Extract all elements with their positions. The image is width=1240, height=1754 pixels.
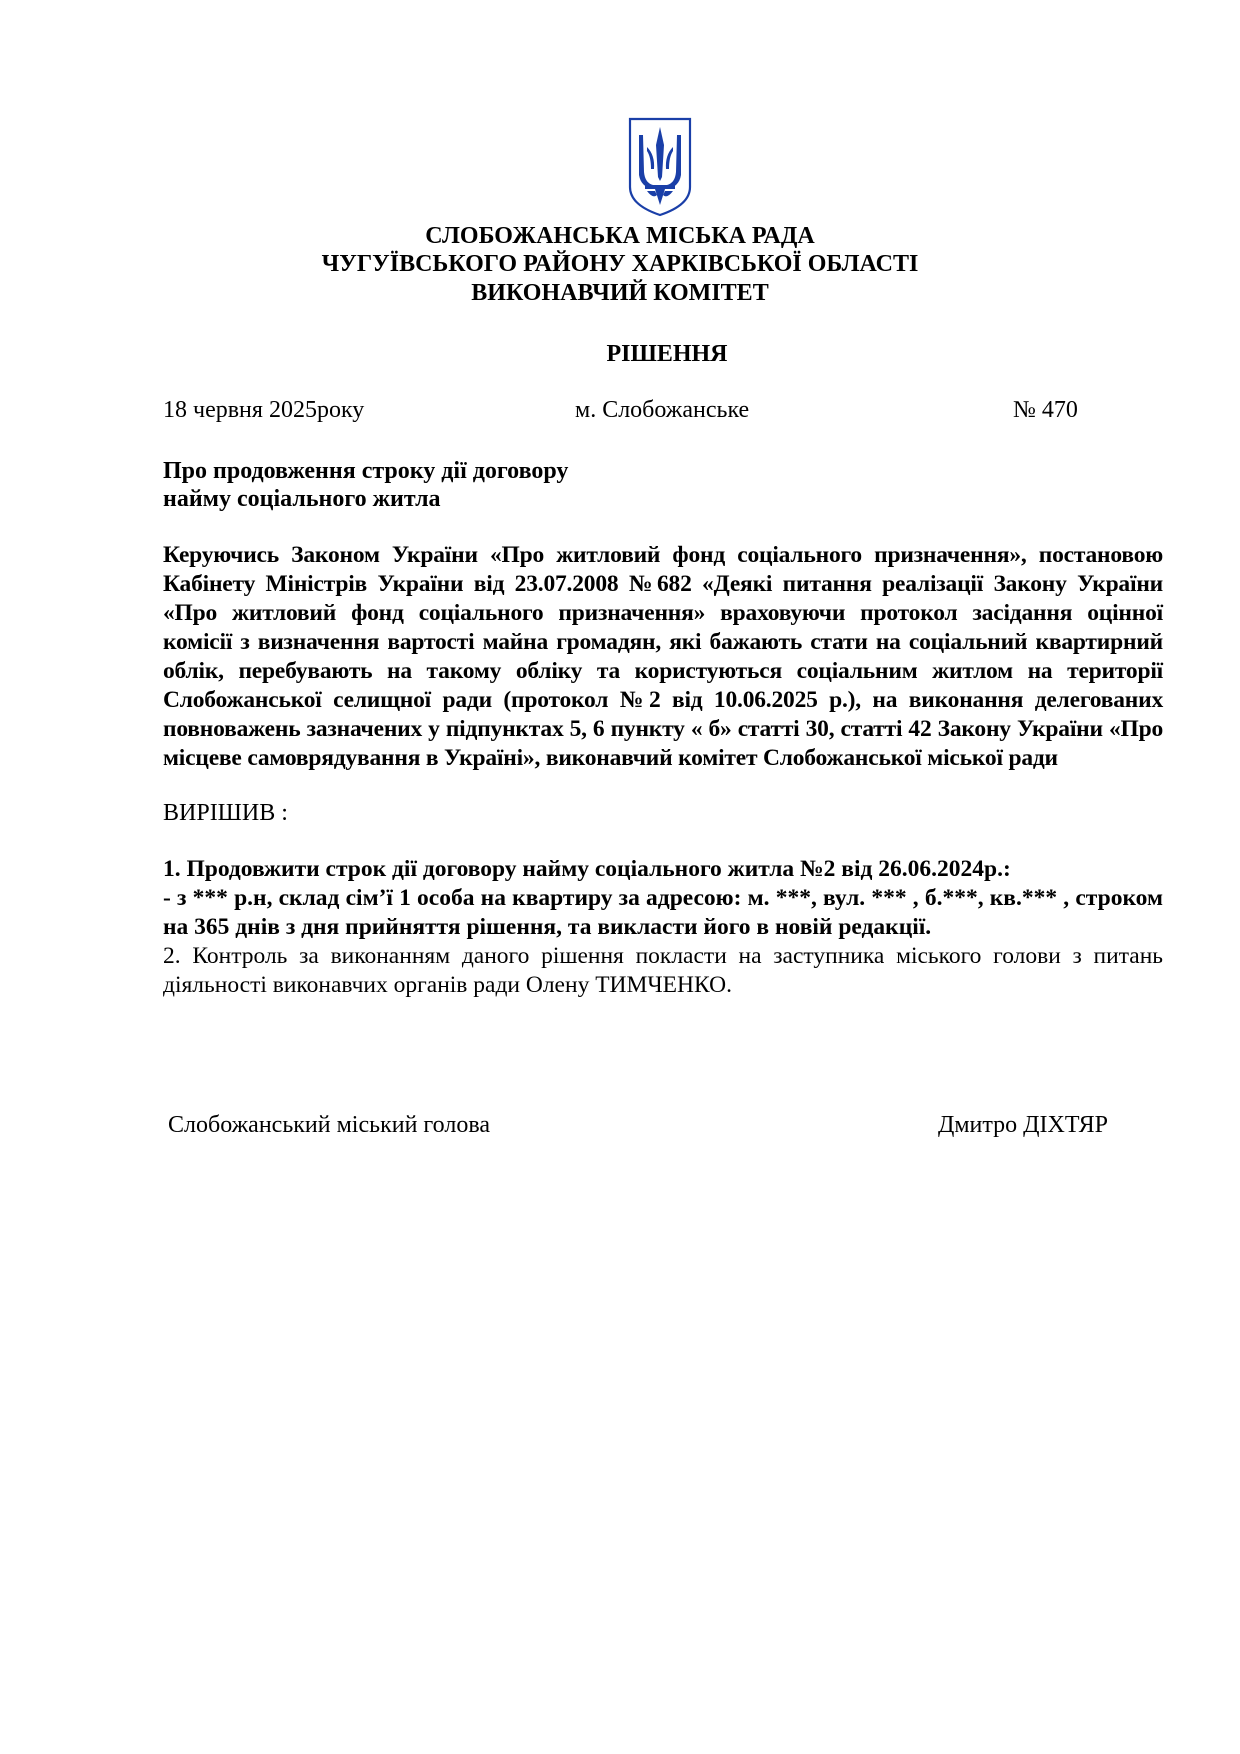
decided-heading: ВИРІШИВ :	[163, 800, 288, 826]
subject-line-2: найму соціального житла	[163, 486, 441, 512]
item-2: 2. Контроль за виконанням даного рішення покласти на заступника міського голови з питань діяльності виконавчих органів ради Олену ТИМЧЕНКО.	[163, 943, 1163, 998]
signature-position: Слобожанський міський голова	[168, 1112, 490, 1138]
executive-committee-name: ВИКОНАВЧИЙ КОМІТЕТ	[471, 280, 769, 306]
signature-name: Дмитро ДІХТЯР	[938, 1112, 1108, 1138]
decision-date: 18 червня 2025року	[163, 397, 365, 423]
preamble: Керуючись Законом України «Про житловий фонд соціального призначення», постановою Кабінету Міністрів України від 23.07.2008 №682 «Деякі питання реалізації Закону України «Про житловий фонд соціального призначення» враховуючи протокол засідання оцінної комісії з визначення вартості майна громадян, які бажають стати на соціальний квартирний облік, перебувають на такому обліку та користуються соціальним житлом на території Слобожанської селищної ради (протокол №2 від 10.06.2025 р.), на виконання делегованих повноважень зазначених у підпунктах 5, 6 пункту « б» статті 30, статті 42 Закону України «Про місцеве самоврядування в Україні», виконавчий комітет Слобожанської міської ради	[163, 542, 1163, 771]
trident-coat-of-arms-icon	[627, 117, 693, 217]
decision-number: № 470	[1013, 397, 1078, 423]
decision-place: м. Слобожанське	[575, 397, 750, 423]
document-type: РІШЕННЯ	[606, 341, 728, 367]
council-name: СЛОБОЖАНСЬКА МІСЬКА РАДА	[425, 223, 815, 249]
item-1-details: - з *** р.н, склад сім’ї 1 особа на квартиру за адресою: м. ***, вул. *** , б.***, кв.*** , строком на 365 днів з дня прийняття рішення, та викласти його в новій редакції.	[163, 885, 1163, 940]
district-name: ЧУГУЇВСЬКОГО РАЙОНУ ХАРКІВСЬКОЇ ОБЛАСТІ	[321, 251, 919, 277]
item-1-title: 1. Продовжити строк дії договору найму соціального житла №2 від 26.06.2024р.:	[163, 856, 1011, 882]
subject-line-1: Про продовження строку дії договору	[163, 458, 569, 484]
